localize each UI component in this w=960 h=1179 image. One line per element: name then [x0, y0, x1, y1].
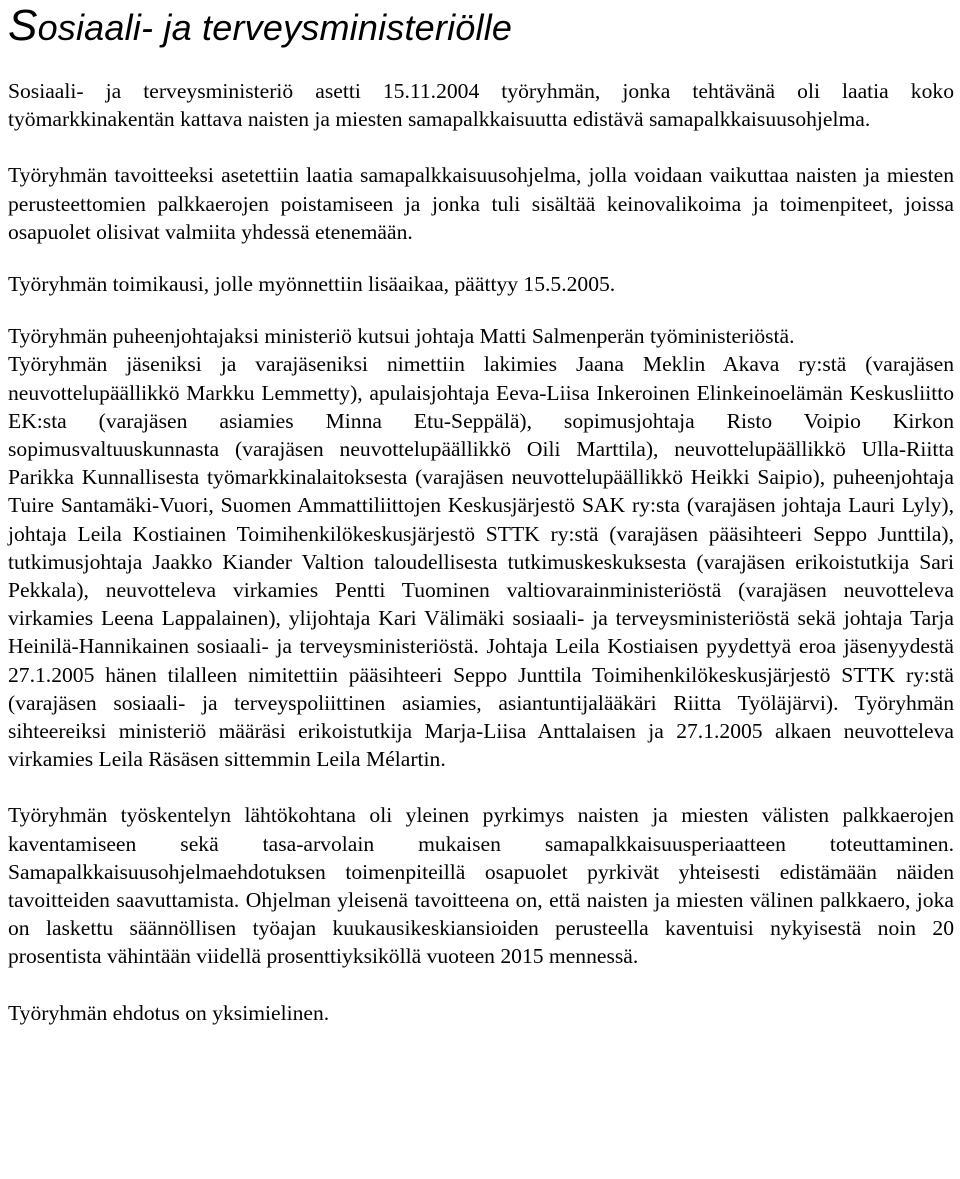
paragraph-goals: Työryhmän työskentelyn lähtökohtana oli yleinen pyrkimys naisten ja miesten välisten palkkaerojen kaventamiseen sekä tasa-arvolain mukaisen samapalkkaisuusperiaatteen toteuttaminen. Samapalkkaisuusohjelmaehdotuksen toimenpiteillä osapuolet pyrkivät yhteisesti edistämään näiden tavoitteiden saavuttamista. Ohjelman yleisenä tavoitteena on, että naisten ja miesten välinen palkkaero, joka on laskettu säännöllisen työajan kuukausikeskiansioiden perusteella kaventuisi nykyisestä noin 20 prosentista vähintään viidellä prosenttiyksiköllä vuoteen 2015 mennessä.: [8, 803, 954, 969]
paragraph-objective: Työryhmän tavoitteeksi asetettiin laatia samapalkkaisuusohjelma, jolla voidaan vaikuttaa naisten ja miesten perusteettomien palkkaerojen poistamiseen ja jonka tuli sisältää keinovalikoima ja toimenpiteet, joissa osapuolet olisivat valmiita yhdessä etenemään.: [8, 163, 954, 244]
document-title: [8, 1, 954, 50]
title-initial: S: [8, 1, 38, 50]
paragraph-members: Työryhmän jäseniksi ja varajäseniksi nimettiin lakimies Jaana Meklin Akava ry:stä (varajäsen neuvottelupäällikkö Markku Lemmetty), apulaisjohtaja Eeva-Liisa Inkeroinen Elinkeinoelämän Keskusliitto EK:sta (varajäsen asiamies Minna Etu-Seppälä), sopimusjohtaja Risto Voipio Kirkon sopimusvaltuuskunnasta (varajäsen neuvottelupäällikkö Oili Marttila), neuvottelupäällikkö Ulla-Riitta Parikka Kunnallisesta työmarkkinalaitoksesta (varajäsen neuvottelupäällikkö Heikki Saipio), puheenjohtaja Tuire Santamäki-Vuori, Suomen Ammattiliittojen Keskusjärjestö SAK ry:sta (varajäsen johtaja Lauri Lyly), johtaja Leila Kostiainen Toimihenkilökeskusjärjestö STTK ry:stä (varajäsen pääsihteeri Seppo Junttila), tutkimusjohtaja Jaakko Kiander Valtion taloudellisesta tutkimuskeskuksesta (varajäsen erikoistutkija Sari Pekkala), neuvotteleva virkamies Pentti Tuominen valtiovarainministeriöstä (varajäsen neuvotteleva virkamies Leena Lappalainen), ylijohtaja Kari Välimäki sosiaali- ja terveysministeriöstä sekä johtaja Tarja Heinilä-Hannikainen sosiaali- ja terveysministeriöstä. Johtaja Leila Kostiaisen pyydettyä eroa jäsenyydestä 27.1.2005 hänen tilalleen nimitettiin pääsihteeri Seppo Junttila Toimihenkilökeskusjärjestö STTK ry:stä (varajäsen sosiaali- ja terveyspoliittinen asiamies, asiantuntijalääkäri Riitta Työläjärvi). Työryhmän sihteereiksi ministeriö määräsi erikoistutkija Marja-Liisa Anttalaisen ja 27.1.2005 alkaen neuvotteleva virkamies Leila Räsäsen sittemmin Leila Mélartin.: [8, 352, 954, 772]
paragraph-term: Työryhmän toimikausi, jolle myönnettiin lisäaikaa, päättyy 15.5.2005.: [8, 272, 616, 297]
paragraph-appointment: Sosiaali- ja terveysministeriö asetti 15.11.2004 työryhmän, jonka tehtävänä oli laatia koko työmarkkinakentän kattava naisten ja miesten samapalkkaisuutta edistävä samapalkkaisuusohjelma.: [8, 79, 954, 132]
paragraph-chair: Työryhmän puheenjohtajaksi ministeriö kutsui johtaja Matti Salmenperän työministeriöstä.: [8, 324, 795, 349]
paragraph-conclusion: Työryhmän ehdotus on yksimielinen.: [8, 1000, 330, 1025]
document-page: [8, 0, 954, 1027]
title-text: osiaali- ja terveysministeriölle: [37, 7, 513, 48]
